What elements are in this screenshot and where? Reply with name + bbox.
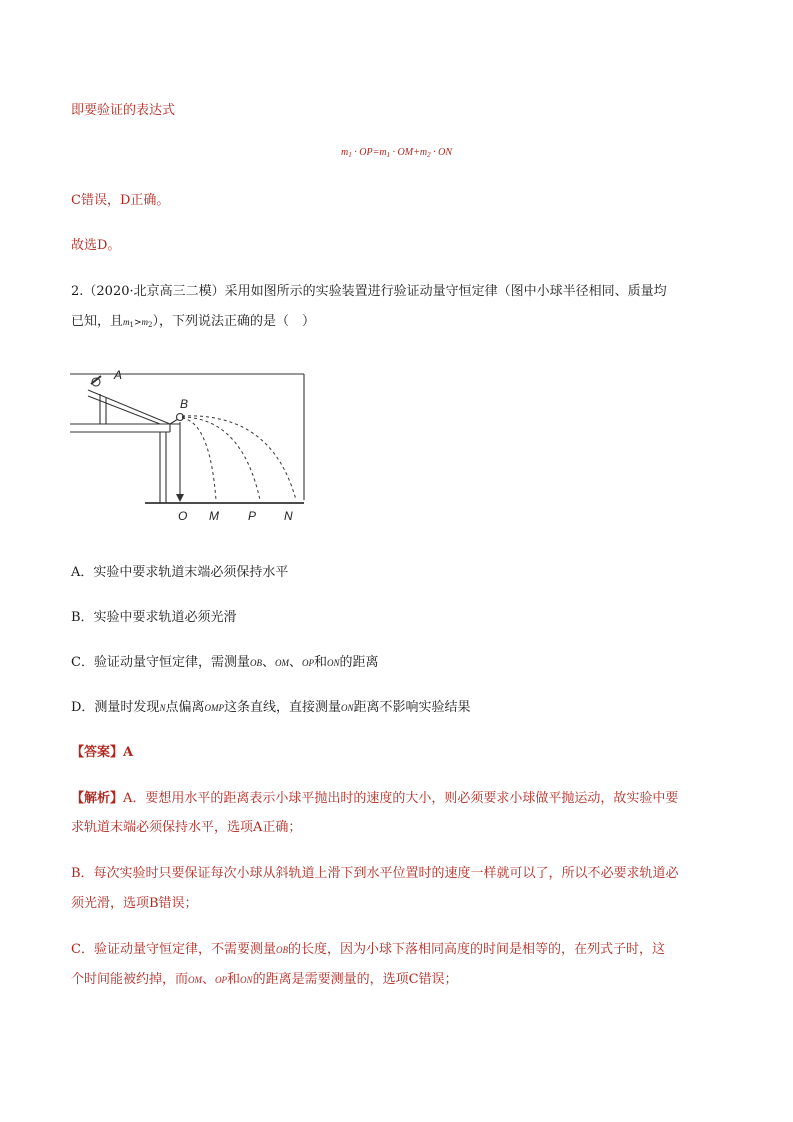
option-text: C．验证动量守恒定律，需测量	[71, 655, 250, 670]
segment-om: OM	[188, 975, 203, 985]
trajectory-n	[182, 416, 296, 500]
analysis-b-line-2: 须光滑，选项B错误；	[71, 896, 198, 911]
option-text: 和	[313, 655, 327, 670]
formula-om: · OM+	[390, 147, 420, 158]
expression-intro: 即要验证的表达式	[71, 103, 176, 118]
option-text: 的距离	[339, 655, 379, 670]
formula-sub: 2	[427, 151, 431, 159]
formula-m1: m	[341, 147, 349, 158]
experiment-diagram	[70, 362, 310, 524]
segment-on: ON	[340, 703, 354, 713]
option-c	[71, 654, 379, 672]
formula-m2: m	[419, 147, 428, 158]
verdict-text: C错误，D正确。	[71, 193, 170, 208]
analysis-text: A．要想用水平的距离表示小球平抛出时的速度的大小，则必须要求小球做平抛运动，故实验中要	[123, 791, 679, 806]
label-a: A	[114, 368, 123, 382]
question-text: 已知，且	[71, 314, 124, 329]
segment-on: ON	[327, 658, 340, 668]
segment-ob: OB	[275, 945, 288, 955]
trajectory-m	[182, 418, 216, 500]
mass-symbol: m	[123, 317, 130, 327]
analysis-text: 个时间能被约掉，而	[71, 972, 189, 987]
question-line-1: 2.（2020·北京高三二模）采用如图所示的实验装置进行验证动量守恒定律（图中小球半径相同、质量均	[71, 284, 667, 299]
analysis-tag: 【解析】	[71, 791, 124, 806]
analysis-c-line-2	[71, 971, 458, 989]
separator: 、	[202, 972, 216, 987]
mass-symbol: m	[141, 317, 149, 327]
analysis-text: 的长度，因为小球下落相同高度的时间是相等的，在列式子时，这	[287, 942, 665, 957]
option-b: B．实验中要求轨道必须光滑	[71, 610, 237, 625]
label-b: B	[180, 397, 189, 411]
formula-sub: 1	[348, 151, 352, 159]
answer-tag: 【答案】	[71, 745, 124, 760]
answer-line	[71, 744, 133, 762]
label-p: P	[248, 509, 257, 523]
momentum-formula	[0, 147, 793, 159]
line-omp: OMP	[204, 703, 224, 713]
label-o: O	[178, 509, 188, 523]
formula-on: · ON	[430, 147, 452, 158]
option-a: A．实验中要求轨道末端必须保持水平	[71, 565, 289, 580]
question-line-2	[71, 313, 315, 334]
option-text: D．测量时发现	[71, 700, 160, 715]
label-m: M	[209, 509, 219, 523]
segment-on: ON	[240, 975, 253, 985]
segment-ob: OB	[249, 658, 262, 668]
option-text: 点偏离	[165, 700, 205, 715]
analysis-a-line-1	[71, 790, 678, 808]
mass-sub: 1	[129, 321, 134, 329]
label-n: N	[284, 509, 293, 523]
option-d	[71, 699, 471, 717]
analysis-text: 的距离是需要测量的，选项C错误；	[252, 972, 458, 987]
separator: 、	[261, 655, 275, 670]
segment-op: OP	[215, 975, 228, 985]
analysis-b-line-1: B．每次实验时只要保证每次小球从斜轨道上滑下到水平位置时的速度一样就可以了，所以不必要求轨道必	[71, 866, 679, 881]
mass-sub: 2	[148, 321, 153, 329]
trajectory-p	[182, 417, 260, 500]
point-n: N	[159, 703, 166, 713]
segment-om: OM	[274, 658, 289, 668]
formula-sub: 1	[386, 151, 391, 159]
formula-op: · OP=	[351, 147, 380, 158]
plumb-arrow	[176, 494, 184, 502]
separator: 、	[288, 655, 302, 670]
option-text: 这条直线，直接测量	[223, 700, 341, 715]
option-text: 距离不影响实验结果	[353, 700, 471, 715]
greater-sign: >	[133, 318, 142, 328]
segment-op: OP	[301, 658, 314, 668]
formula-m1: m	[379, 147, 387, 158]
analysis-text: C．验证动量守恒定律，不需要测量	[71, 942, 276, 957]
question-text: ），下列说法正确的是（ ）	[152, 314, 316, 329]
choose-text: 故选D。	[71, 238, 121, 253]
answer-value: A	[123, 745, 134, 760]
analysis-text: 和	[227, 972, 241, 987]
analysis-a-line-2: 求轨道末端必须保持水平，选项A正确；	[71, 820, 302, 835]
analysis-c-line-1	[71, 941, 665, 959]
